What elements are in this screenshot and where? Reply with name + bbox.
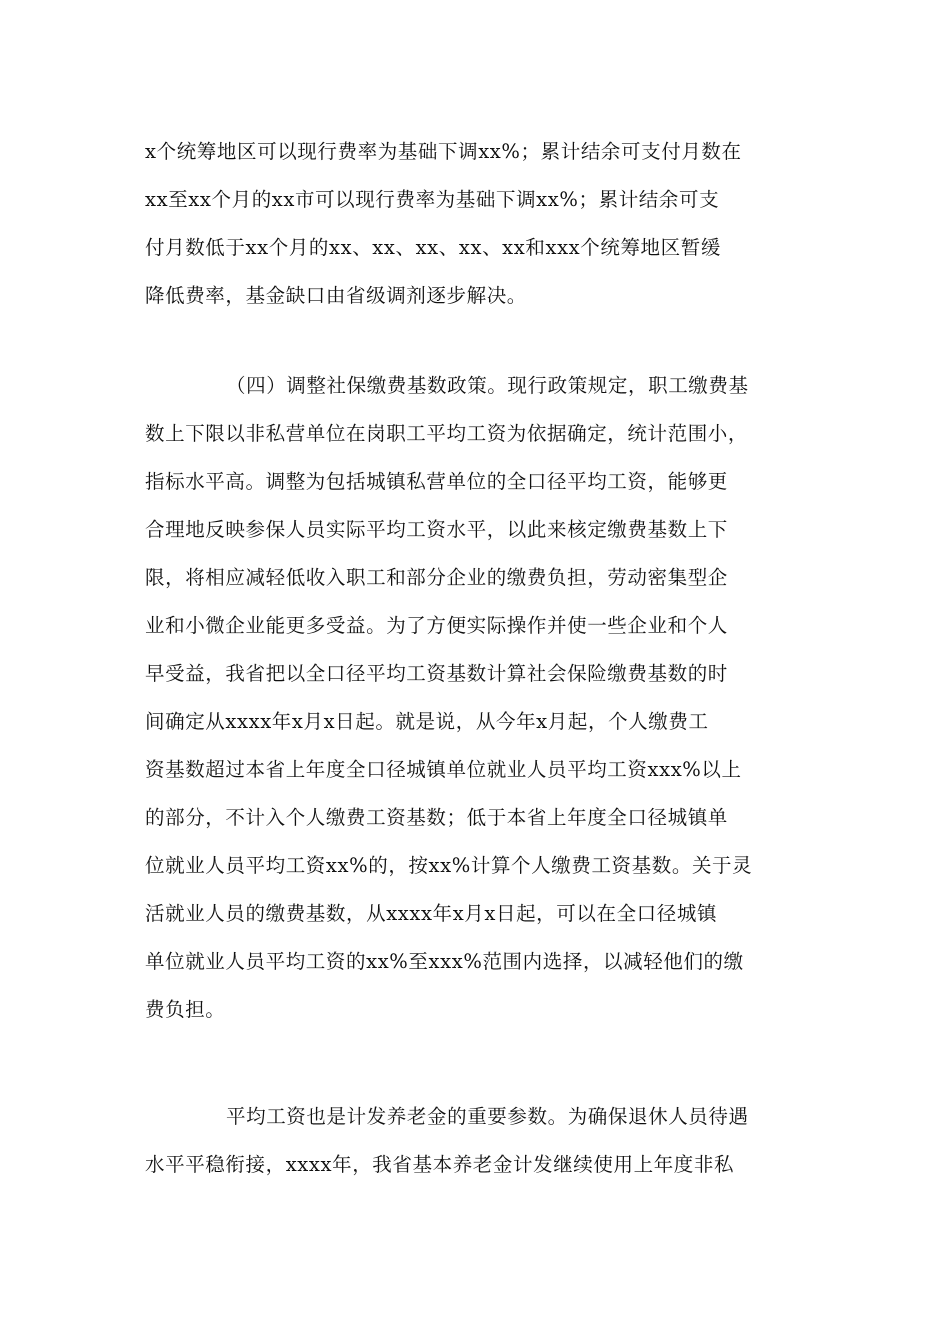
text-line: 指标水平高。调整为包括城镇私营单位的全口径平均工资，能够更	[145, 470, 728, 493]
text-line: 付月数低于xx个月的xx、xx、xx、xx、xx和xxx个统筹地区暂缓	[145, 236, 721, 259]
paragraph-3	[145, 1093, 810, 1189]
text-line: 平均工资也是计发养老金的重要参数。为确保退休人员待遇	[226, 1105, 749, 1128]
text-line: xx至xx个月的xx市可以现行费率为基础下调xx%；累计结余可支	[145, 188, 720, 211]
text-line: 单位就业人员平均工资的xx%至xxx%范围内选择，以减轻他们的缴	[145, 950, 744, 973]
text-line: 降低费率，基金缺口由省级调剂逐步解决。	[145, 284, 527, 307]
text-line: 位就业人员平均工资xx%的，按xx%计算个人缴费工资基数。关于灵	[145, 854, 753, 877]
text-line: 费负担。	[145, 998, 226, 1021]
text-line: 业和小微企业能更多受益。为了方便实际操作并使一些企业和个人	[145, 614, 728, 637]
text-line: 资基数超过本省上年度全口径城镇单位就业人员平均工资xxx%以上	[145, 758, 742, 781]
text-line: 数上下限以非私营单位在岗职工平均工资为依据确定，统计范围小，	[145, 422, 749, 445]
text-line: 限，将相应减轻低收入职工和部分企业的缴费负担，劳动密集型企	[145, 566, 728, 589]
text-line: 的部分，不计入个人缴费工资基数；低于本省上年度全口径城镇单	[145, 806, 728, 829]
paragraph-1	[145, 128, 810, 320]
text-line: 间确定从xxxx年x月x日起。就是说，从今年x月起，个人缴费工	[145, 710, 709, 733]
text-line: x个统筹地区可以现行费率为基础下调xx%；累计结余可支付月数在	[145, 140, 742, 163]
text-line: （四）调整社保缴费基数政策。现行政策规定，职工缴费基	[226, 374, 749, 397]
text-line: 水平平稳衔接，xxxx年，我省基本养老金计发继续使用上年度非私	[145, 1153, 735, 1176]
text-line: 活就业人员的缴费基数，从xxxx年x月x日起，可以在全口径城镇	[145, 902, 718, 925]
text-line: 早受益，我省把以全口径平均工资基数计算社会保险缴费基数的时	[145, 662, 728, 685]
text-line: 合理地反映参保人员实际平均工资水平，以此来核定缴费基数上下	[145, 518, 728, 541]
paragraph-2	[145, 362, 810, 1034]
